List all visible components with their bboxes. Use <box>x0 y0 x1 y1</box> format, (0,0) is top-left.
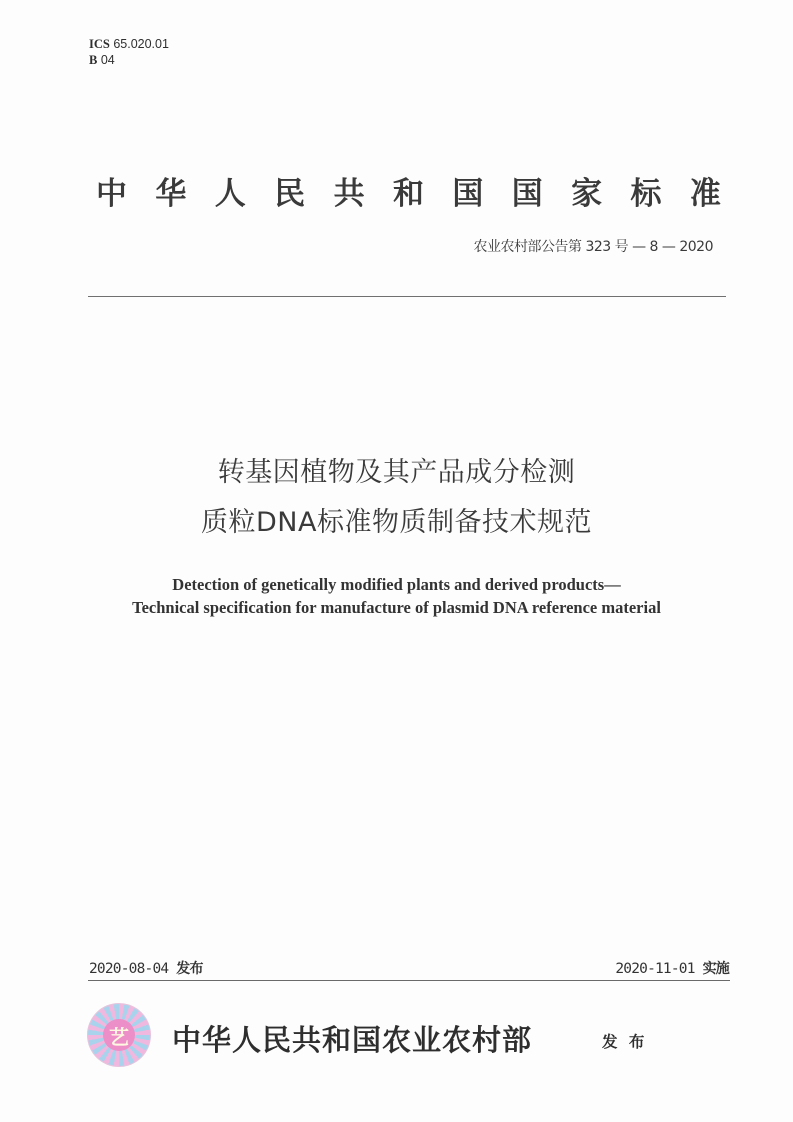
title-char: 华 <box>155 176 187 212</box>
ccs-value: 04 <box>100 53 115 67</box>
title-cn-line2: 质粒DNA标准物质制备技术规范 <box>201 507 592 538</box>
issue-date-label: 发布 <box>176 961 203 977</box>
implementation-date-value: 2020-11-01 <box>615 961 695 977</box>
title-cn-line1: 转基因植物及其产品成分检测 <box>217 457 576 488</box>
issuing-authority: 中华人民共和国农业农村部 <box>172 1023 533 1057</box>
ccs-label: B <box>89 53 98 67</box>
title-en-line1: Detection of genetically modified plants and derived products— <box>172 575 621 594</box>
title-char: 准 <box>689 176 721 212</box>
ics-label: ICS <box>89 37 110 51</box>
title-en-line2: Technical specification for manufacture of plasmid DNA reference material <box>132 598 661 617</box>
title-char: 民 <box>274 176 306 212</box>
standard-number: 农业农村部公告第 323 号 — 8 — 2020 <box>473 239 713 255</box>
title-char: 中 <box>96 176 127 212</box>
logo-emblem: 艺 <box>103 1019 135 1051</box>
classification-codes <box>89 36 169 68</box>
issue-date <box>89 958 203 978</box>
title-char: 国 <box>511 176 543 212</box>
ministry-logo-icon <box>87 1003 151 1067</box>
implementation-date <box>615 958 729 978</box>
title-char: 标 <box>630 176 662 212</box>
title-char: 共 <box>333 176 365 212</box>
footer-divider <box>88 980 730 981</box>
title-char: 和 <box>392 176 424 212</box>
ics-code <box>89 36 169 52</box>
national-standard-title <box>96 168 721 213</box>
ics-value: 65.020.01 <box>113 37 169 51</box>
header-divider <box>88 296 726 297</box>
title-char: 人 <box>214 176 246 212</box>
implementation-date-label: 实施 <box>702 961 729 977</box>
issue-date-value: 2020-08-04 <box>89 961 169 977</box>
title-char: 国 <box>452 176 484 212</box>
ccs-code <box>89 52 169 68</box>
issuing-label: 发 布 <box>602 1032 648 1051</box>
title-char: 家 <box>571 176 603 212</box>
